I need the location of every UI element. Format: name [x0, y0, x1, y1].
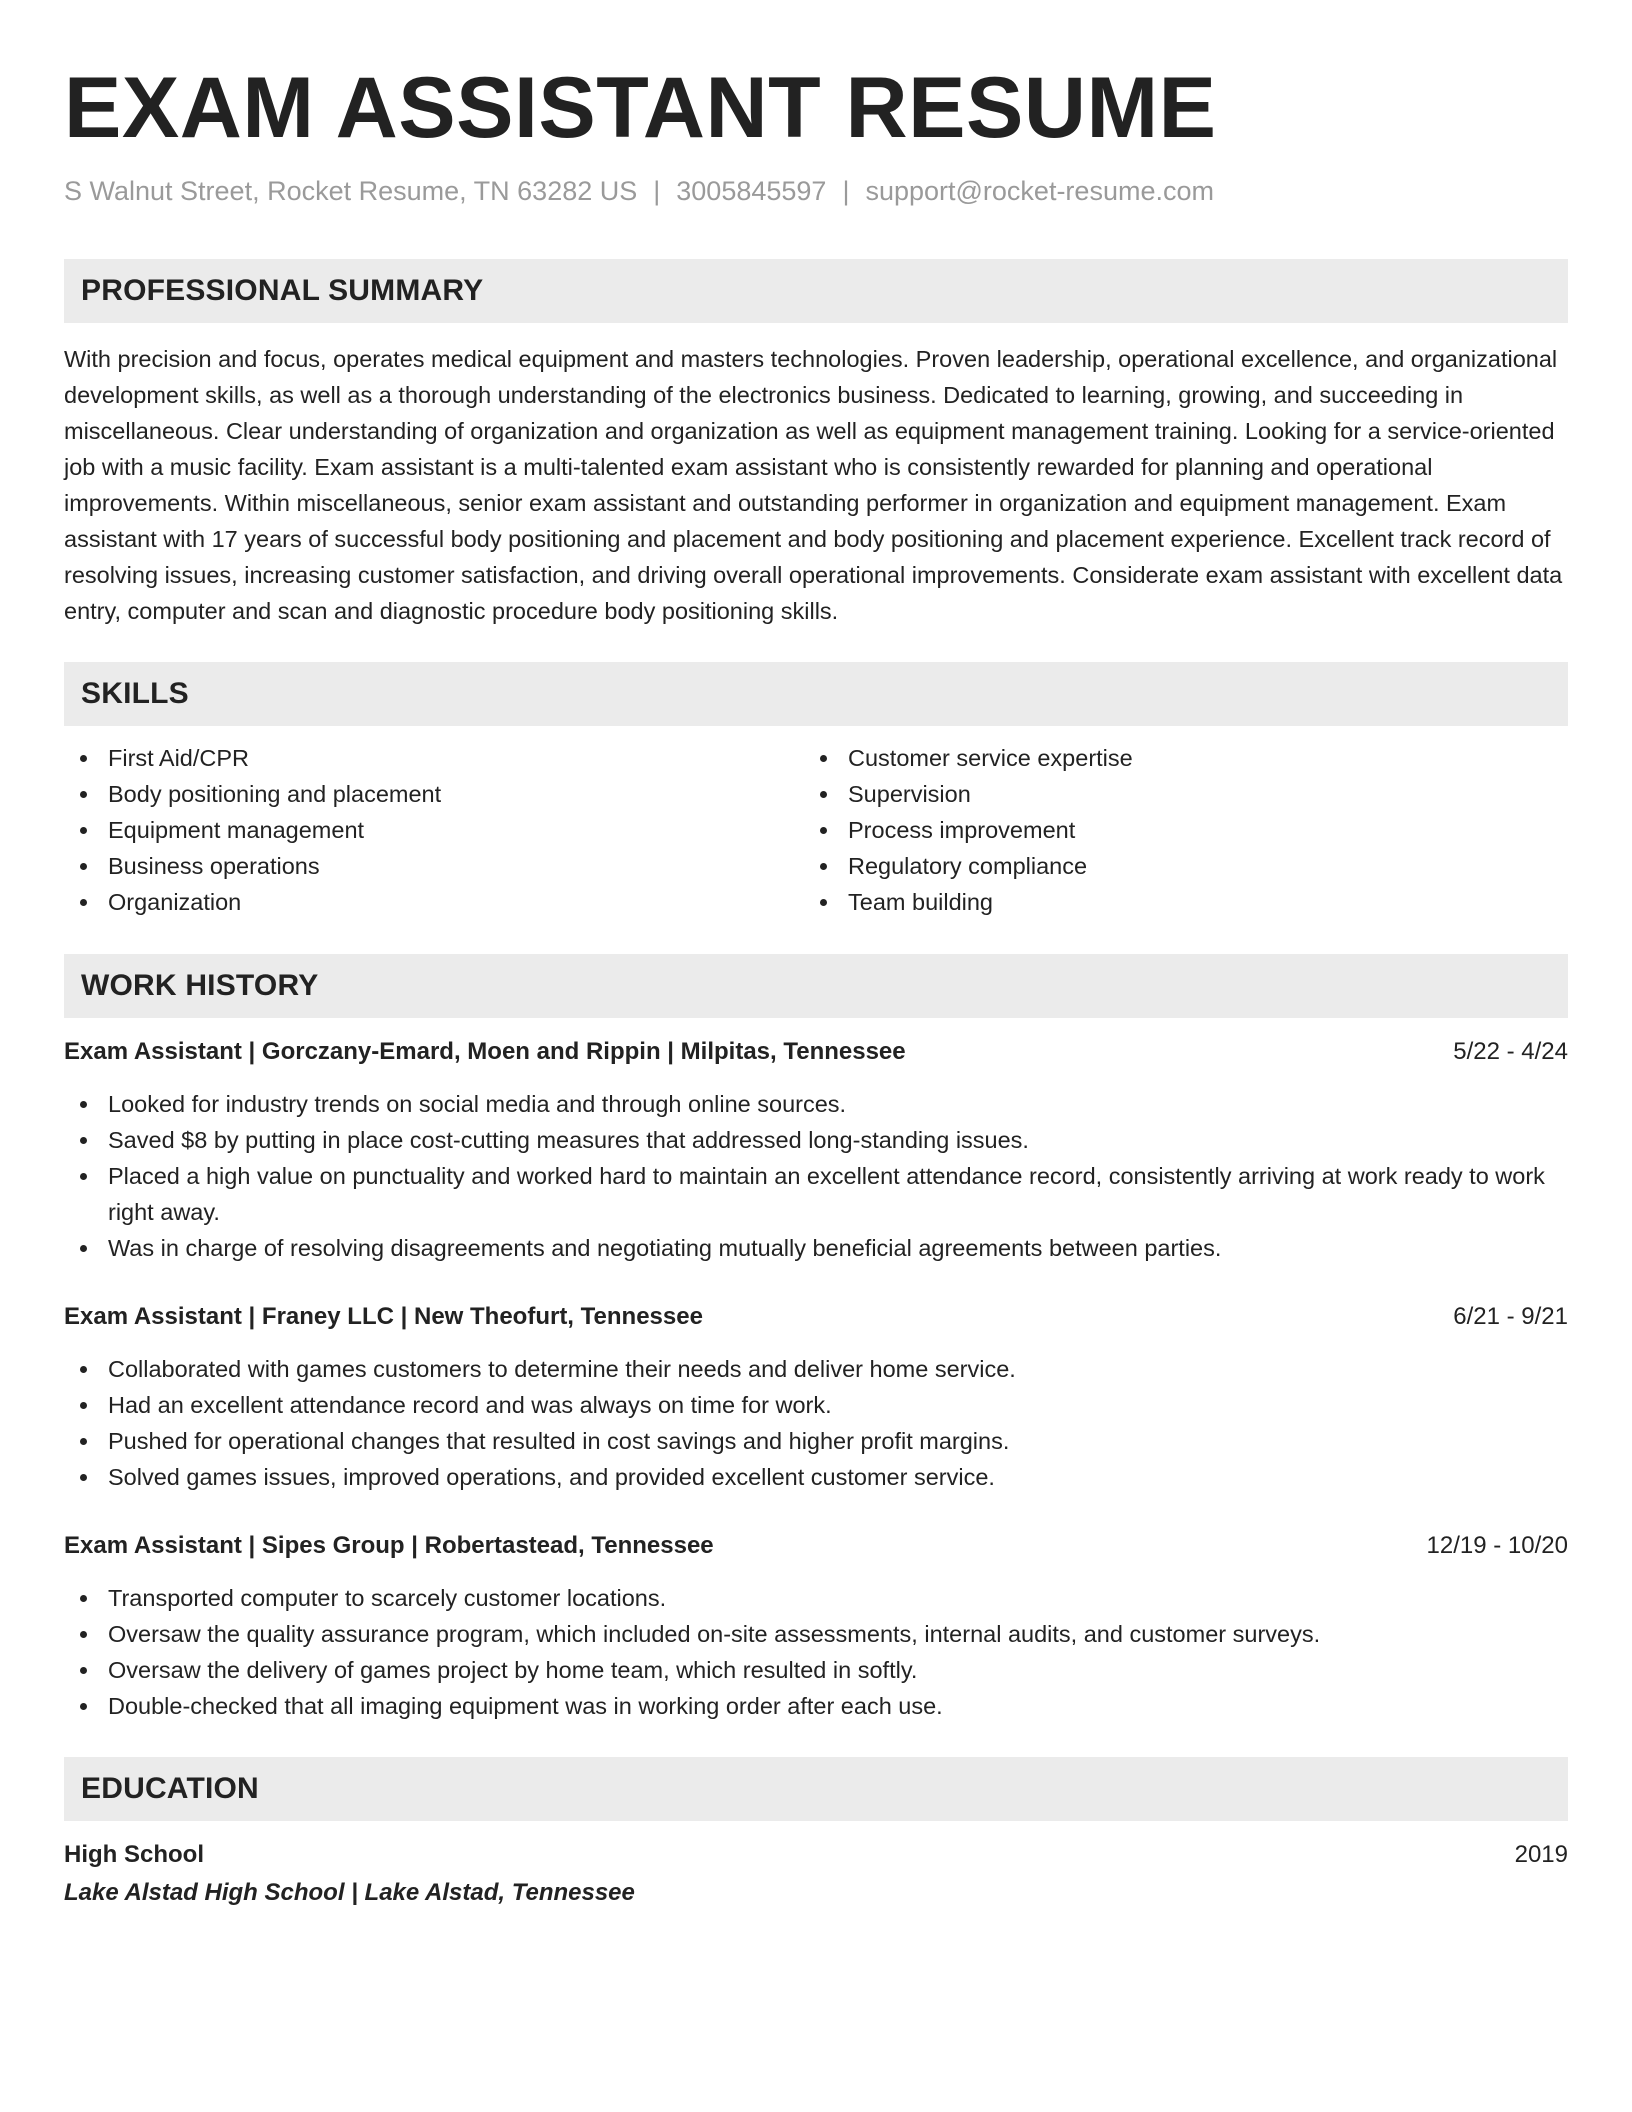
job-bullets [64, 1580, 1568, 1724]
contact-line [64, 174, 1568, 208]
skill-item: Business operations [64, 848, 804, 884]
education-entry [64, 1837, 1568, 1913]
skills-column-left [64, 740, 804, 920]
contact-phone: 3005845597 [676, 176, 827, 206]
resume-title: EXAM ASSISTANT RESUME [64, 60, 1217, 156]
job-entry [64, 1528, 1568, 1724]
section-heading-work-history: WORK HISTORY [64, 954, 1568, 1018]
job-header [64, 1034, 1568, 1070]
job-bullet: Pushed for operational changes that resulted in cost savings and higher profit margins. [64, 1423, 1568, 1459]
job-bullet: Placed a high value on punctuality and worked hard to maintain an excellent attendance record, consistently arriving at work ready to work right away. [64, 1158, 1568, 1230]
job-header [64, 1299, 1568, 1335]
job-bullet: Had an excellent attendance record and was always on time for work. [64, 1387, 1568, 1423]
job-entry [64, 1034, 1568, 1266]
contact-address: S Walnut Street, Rocket Resume, TN 63282 US [64, 176, 638, 206]
contact-separator: | [842, 176, 850, 206]
skill-item: Process improvement [804, 812, 1544, 848]
skill-item: Supervision [804, 776, 1544, 812]
job-bullet: Looked for industry trends on social media and through online sources. [64, 1086, 1568, 1122]
job-dates: 5/22 - 4/24 [1453, 1038, 1568, 1065]
job-bullet: Oversaw the quality assurance program, which included on-site assessments, internal audits, and customer surveys. [64, 1616, 1568, 1652]
job-bullets [64, 1086, 1568, 1266]
section-heading-skills: SKILLS [64, 662, 1568, 726]
job-bullet: Saved $8 by putting in place cost-cutting measures that addressed long-standing issues. [64, 1122, 1568, 1158]
job-bullets [64, 1351, 1568, 1495]
job-dates: 6/21 - 9/21 [1453, 1303, 1568, 1330]
skill-item: First Aid/CPR [64, 740, 804, 776]
job-bullet: Transported computer to scarcely customer locations. [64, 1580, 1568, 1616]
section-heading-education: EDUCATION [64, 1757, 1568, 1821]
skill-item: Organization [64, 884, 804, 920]
skills-list [64, 740, 1568, 920]
contact-email: support@rocket-resume.com [865, 176, 1214, 206]
skill-item: Equipment management [64, 812, 804, 848]
contact-separator: | [653, 176, 661, 206]
education-school: Lake Alstad High School | Lake Alstad, Tennessee [64, 1879, 635, 1906]
skills-column-right [804, 740, 1544, 920]
job-title: Exam Assistant | Franey LLC | New Theofurt, Tennessee [64, 1303, 703, 1330]
section-heading-summary: PROFESSIONAL SUMMARY [64, 259, 1568, 323]
skill-item: Team building [804, 884, 1544, 920]
education-degree: High School [64, 1841, 204, 1868]
summary-text: With precision and focus, operates medical equipment and masters technologies. Proven leadership, operational excellence, and organizational development skills, as well as a thorough understanding of the electronics business. Dedicated to learning, growing, and succeeding in miscellaneous. Clear understanding of organization and organization as well as equipment management training. Looking for a service-oriented job with a music facility. Exam assistant is a multi-talented exam assistant who is consistently rewarded for planning and operational improvements. Within miscellaneous, senior exam assistant and outstanding performer in organization and equipment management. Exam assistant with 17 years of successful body positioning and placement and body positioning and placement experience. Excellent track record of resolving issues, increasing customer satisfaction, and driving overall operational improvements. Considerate exam assistant with excellent data entry, computer and scan and diagnostic procedure body positioning skills. [64, 346, 1563, 624]
education-header [64, 1837, 1568, 1873]
job-bullet: Collaborated with games customers to determine their needs and deliver home service. [64, 1351, 1568, 1387]
job-title: Exam Assistant | Gorczany-Emard, Moen and Rippin | Milpitas, Tennessee [64, 1038, 906, 1065]
job-entry [64, 1299, 1568, 1495]
job-bullet: Oversaw the delivery of games project by home team, which resulted in softly. [64, 1652, 1568, 1688]
job-bullet: Was in charge of resolving disagreements and negotiating mutually beneficial agreements between parties. [64, 1230, 1568, 1266]
job-bullet: Double-checked that all imaging equipment was in working order after each use. [64, 1688, 1568, 1724]
job-dates: 12/19 - 10/20 [1426, 1532, 1568, 1559]
skill-item: Regulatory compliance [804, 848, 1544, 884]
education-year: 2019 [1514, 1841, 1568, 1868]
job-bullet: Solved games issues, improved operations, and provided excellent customer service. [64, 1459, 1568, 1495]
skill-item: Body positioning and placement [64, 776, 804, 812]
skill-item: Customer service expertise [804, 740, 1544, 776]
job-title: Exam Assistant | Sipes Group | Robertastead, Tennessee [64, 1532, 714, 1559]
job-header [64, 1528, 1568, 1564]
